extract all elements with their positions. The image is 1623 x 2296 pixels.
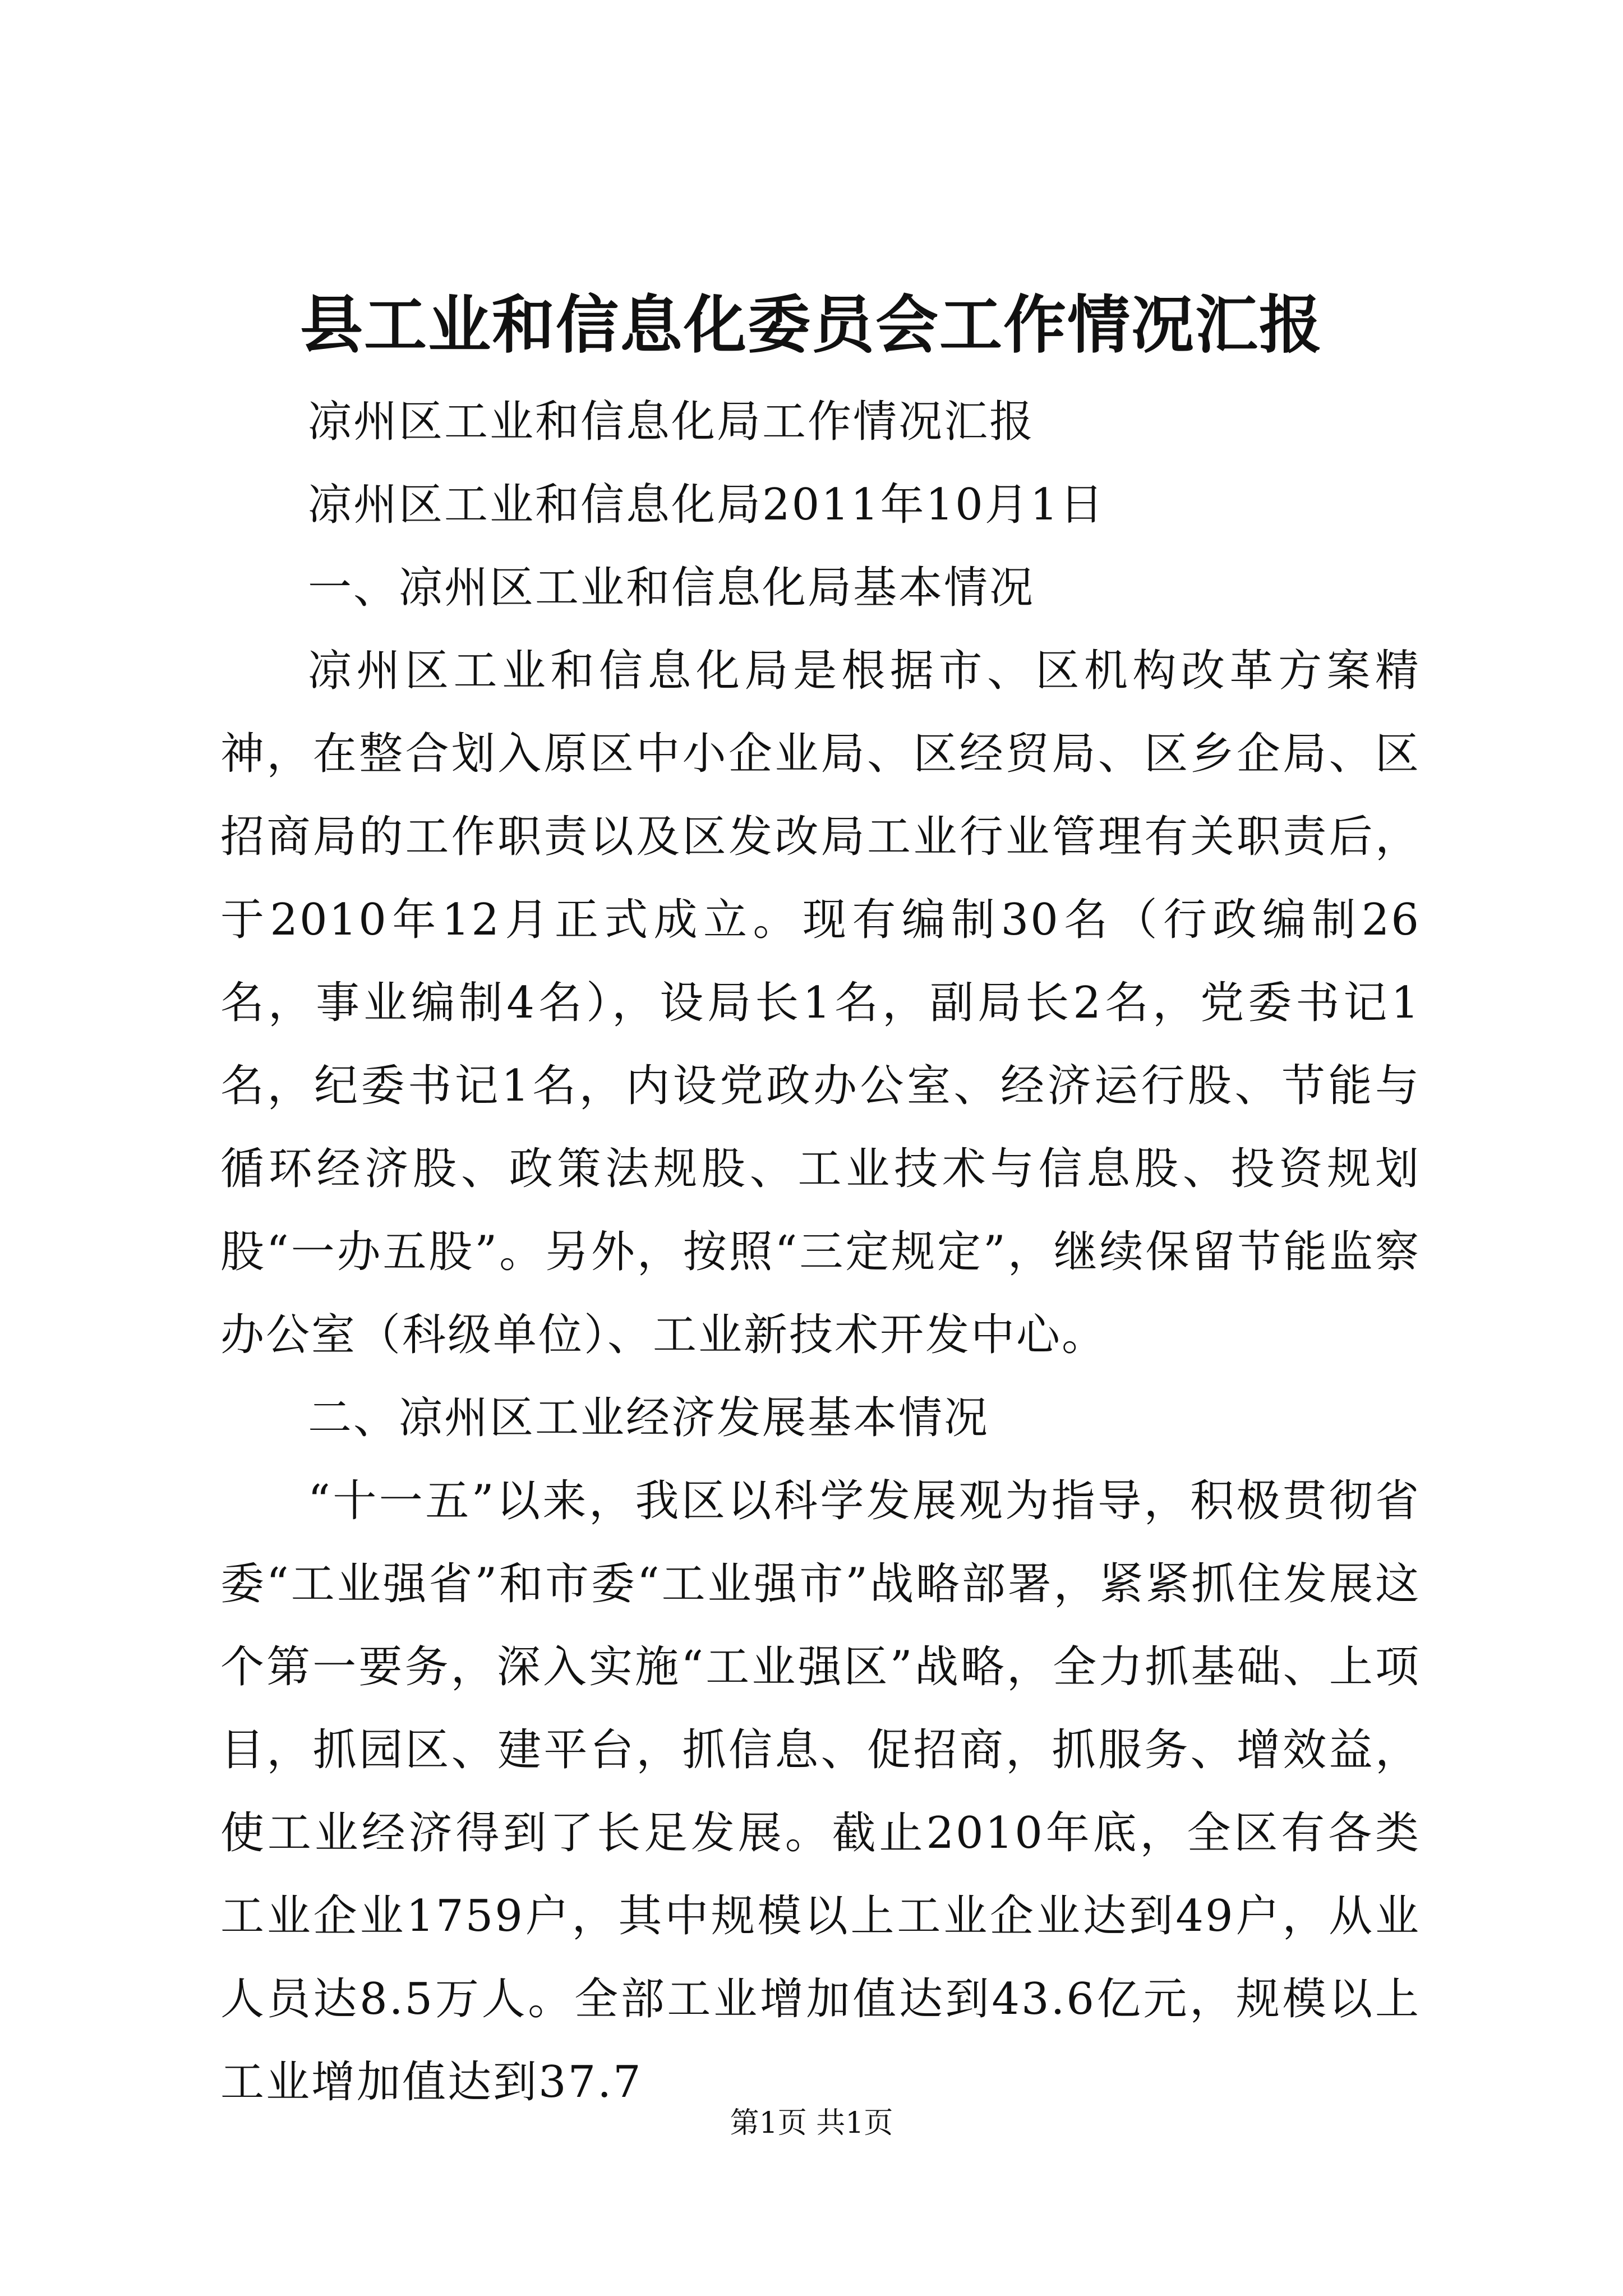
paragraph-subtitle: 凉州区工业和信息化局工作情况汇报 bbox=[308, 397, 1035, 447]
section-heading-1: 一、凉州区工业和信息化局基本情况 bbox=[308, 563, 1035, 613]
paragraph-basic-info: 凉州区工业和信息化局是根据市、区机构改革方案精神，在整合划入原区中小企业局、区经贸局、区乡企局、区招商局的工作职责以及区发改局工业行业管理有关职责后，于2010年12月正式成立。现有编制30名（行政编制26名，事业编制4名），设局长1名，副局长2名，党委书记1名，纪委书记1名，内设党政办公室、经济运行股、节能与循环经济股、政策法规股、工业技术与信息股、投资规划股“一办五股”。另外，按照“三定规定”，继续保留节能监察办公室（科级单位）、工业新技术开发中心。 bbox=[220, 646, 1421, 1360]
paragraph-economy: “十一五”以来，我区以科学发展观为指导，积极贯彻省委“工业强省”和市委“工业强市”战略部署，紧紧抓住发展这个第一要务，深入实施“工业强区”战略，全力抓基础、上项目，抓园区、建平台，抓信息、促招商，抓服务、增效益，使工业经济得到了长足发展。截止2010年底，全区有各类工业企业1759户，其中规模以上工业企业达到49户，从业人员达8.5万人。全部工业增加值达到43.6亿元，规模以上工业增加值达到37.7 bbox=[220, 1476, 1421, 2108]
paragraph-date-line: 凉州区工业和信息化局2011年10月1日 bbox=[308, 480, 1105, 530]
document-body bbox=[220, 380, 1421, 2124]
page-footer: 第1页 共1页 bbox=[730, 2106, 893, 2140]
document-title: 县工业和信息化委员会工作情况汇报 bbox=[300, 288, 1323, 362]
section-heading-2: 二、凉州区工业经济发展基本情况 bbox=[308, 1393, 990, 1443]
